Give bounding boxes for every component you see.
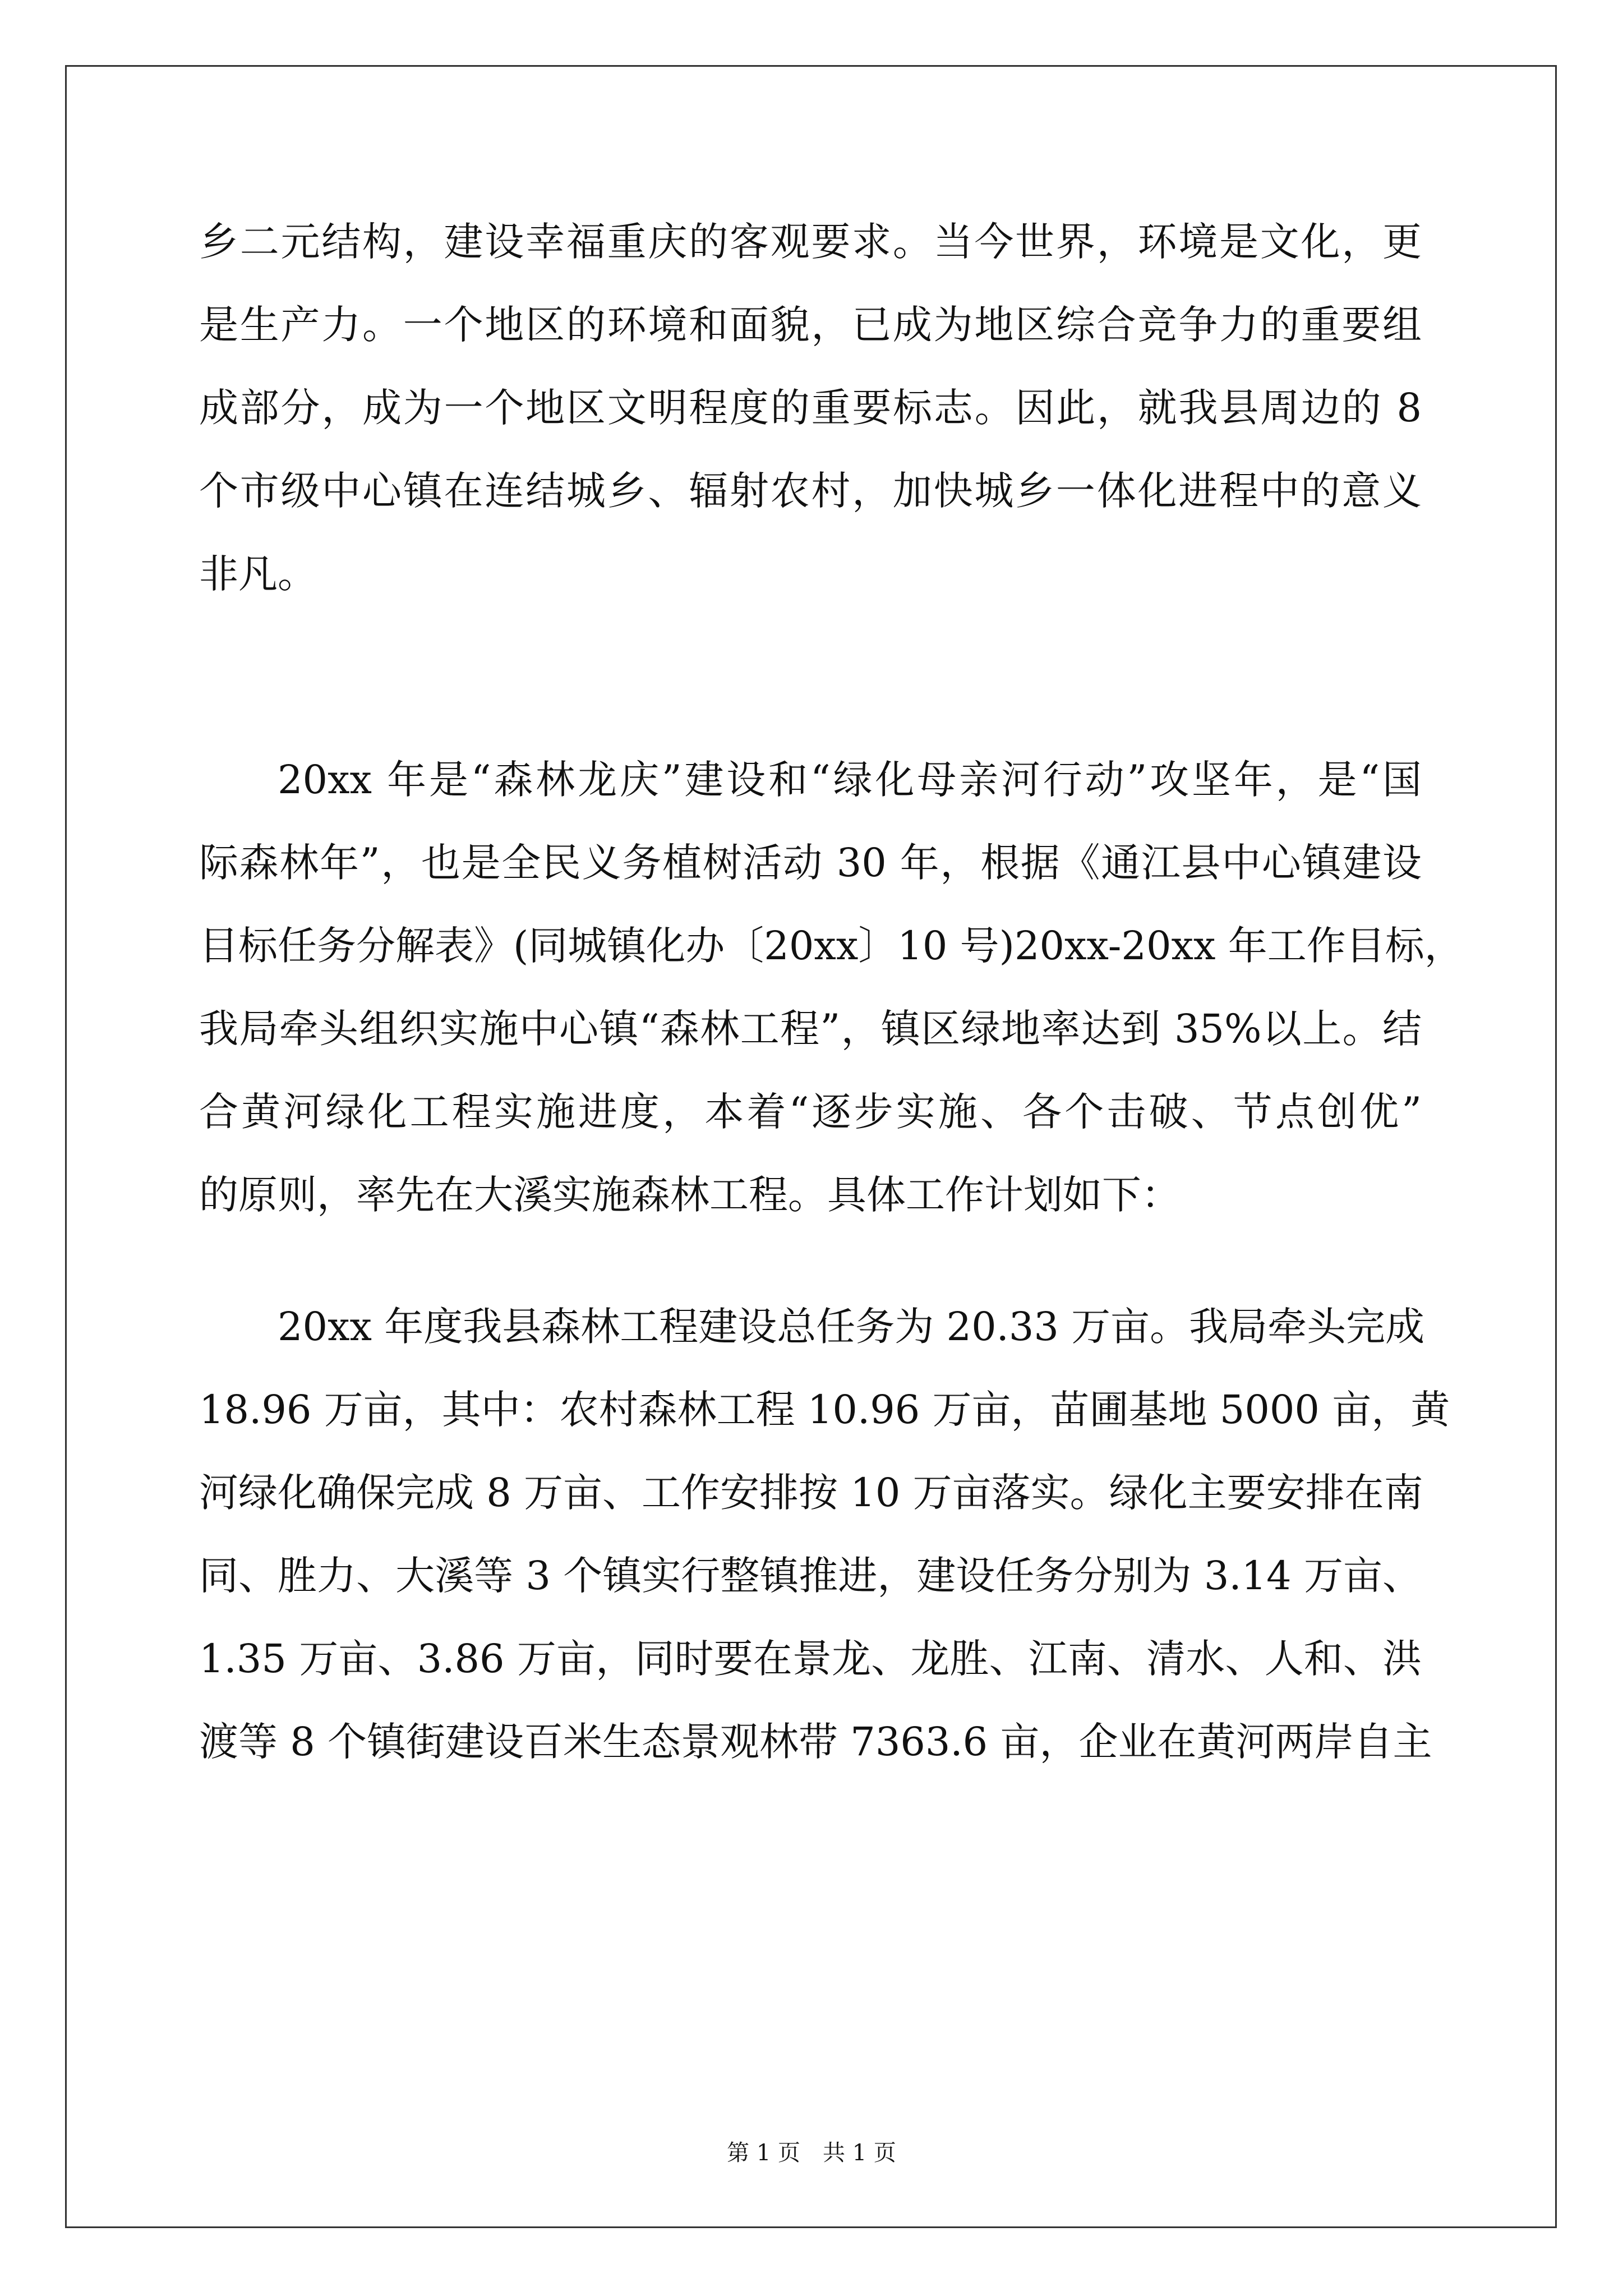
text-line: 同、胜力、大溪等 3 个镇实行整镇推进，建设任务分别为 3.14 万亩、 (199, 1553, 1422, 1599)
page-footer: 第 1 页 共 1 页 (727, 2140, 896, 2166)
paragraph-first-line: 20xx 年度我县森林工程建设总任务为 20.33 万亩。我局牵头完成 (278, 1304, 1425, 1350)
text-line: 我局牵头组织实施中心镇“森林工程”，镇区绿地率达到 35%以上。结 (199, 1006, 1422, 1052)
text-line: 1.35 万亩、3.86 万亩，同时要在景龙、龙胜、江南、清水、人和、洪 (199, 1636, 1422, 1682)
text-line: 是生产力。一个地区的环境和面貌，已成为地区综合竞争力的重要组 (199, 302, 1422, 348)
text-line: 际森林年”，也是全民义务植树活动 30 年，根据《通江县中心镇建设 (199, 840, 1422, 886)
text-line: 河绿化确保完成 8 万亩、工作安排按 10 万亩落实。绿化主要安排在南 (199, 1470, 1423, 1516)
text-line: 目标任务分解表》(同城镇化办〔20xx〕10 号)20xx-20xx 年工作目标， (199, 923, 1464, 969)
text-line: 乡二元结构，建设幸福重庆的客观要求。当今世界，环境是文化，更 (199, 219, 1422, 265)
paragraph-first-line: 20xx 年是“森林龙庆”建设和“绿化母亲河行动”攻坚年，是“国 (278, 757, 1422, 803)
text-line: 合黄河绿化工程实施进度，本着“逐步实施、各个击破、节点创优” (199, 1089, 1422, 1135)
text-line: 非凡。 (199, 551, 317, 597)
text-line: 成部分，成为一个地区文明程度的重要标志。因此，就我县周边的 8 (199, 385, 1422, 431)
text-line: 个市级中心镇在连结城乡、辐射农村，加快城乡一体化进程中的意义 (199, 468, 1422, 514)
text-line: 18.96 万亩，其中：农村森林工程 10.96 万亩，苗圃基地 5000 亩，黄 (199, 1387, 1450, 1433)
text-line: 渡等 8 个镇街建设百米生态景观林带 7363.6 亩，企业在黄河两岸自主 (199, 1719, 1432, 1765)
text-line: 的原则，率先在大溪实施森林工程。具体工作计划如下： (199, 1172, 1181, 1218)
